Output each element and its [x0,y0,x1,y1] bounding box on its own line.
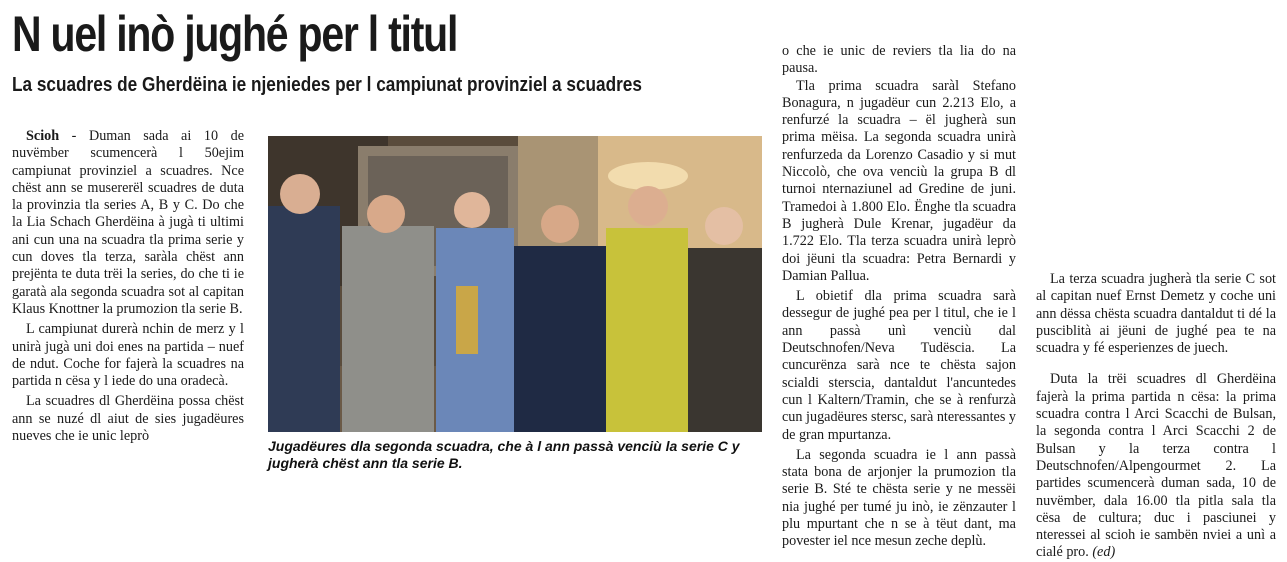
team-photo-image [268,136,762,432]
paragraph-9-text: Duta la trëi scuadres dl Gherdëina fajerà la prima partida n cësa: la prima scuadra contra l Arci Scacchi de Bulsan, la segonda contra l Arci Scacchi 2 de Bulsan y la terza contra l Deutschnofen/Alpengourmet 2. La partides scumencerà duman sada, 10 de nuvëmber, dala 16.00 tla pitla sala tla cësa de cultura; duc i pasciunei y nteressei al scioh ie sambën nviei a unì a cialé pro. [1036,371,1276,561]
paragraph-2: L campiunat durerà nchin de merz y l unirà jugà uni doi enes na partida – nuef de ndut. Coche for fajerà la scuadres na partida n cësa y l iede do una oradecà. [12,321,244,390]
paragraph-3: La scuadres dl Gherdëina possa chëst ann se nuzé dl aiut de sies jugadëures nueves che ie unic leprò [12,393,244,445]
paragraph-6: L obietif dla prima scuadra sarà dessegur de jughé pea per l titul, che ie l ann passà unì venciù dal Deutschnofen/Neva Tudëscia. La cuncurënza sarà nce te chësta sajon scialdi sterscia, dantaldut l'ancuntedes cun l Kaltern/Tramin, che se à renfurzà cun jugadëures stersc, sarà nteressantes y de gran mpurtanza. [782,288,1017,443]
article-headline: N uel inò jughé per l titul [12,6,458,62]
paragraph-5: Tla prima scuadra saràl Stefano Bonagura, n jugadëur cun 2.213 Elo, a renfurzé la scuadra – ël jugherà sun prima mëisa. La segonda scuadra unirà renfurzeda da Lorenzo Casadio y si mut Niccolò, che ova venciù la grupa B dl turnoi nternaziunel ad Gredine de juni. Tramedoi à 1.800 Elo. Ënghe tla scuadra B jugherà Dule Krenar, jugadëur da 1.722 Elo. Tla terza scuadra unirà leprò doi jëuni tla scuadra: Petra Bernardi y Damian Pallua. [782,77,1016,284]
team-photo [268,136,762,432]
photo-caption: Jugadëures dla segonda scuadra, che à l ann passà venciù la serie C y jugherà chëst ann tla serie B. [268,438,740,471]
article-column-1 [12,128,244,445]
article-subheadline: La scuadres de Gherdëina ie njeniedes per l campiunat provinziel a scuadres [12,74,642,96]
paragraph-1-text: - Duman sada ai 10 de nuvëmber scumencerà l 50ejim campiunat provinziel a scuadres. Nce chëst ann se musererël scuadres de duta la provinzia tla series A, B y C. Do che la Lia Schach Gherdëina à jugà ti ultimi ani cun una na scuadra tla prima serie y cun doves tla terza, saràla chëst ann prejënta te duta trëi la series, do che ti ie garatà ala segonda scuadra sot al capitan Klaus Knottner la prumozion tla serie B. [12,128,244,317]
paragraph-9 [1036,371,1276,561]
article-column-3 [782,43,1016,551]
article-column-4 [1036,43,1276,562]
paragraph-1 [12,128,244,318]
paragraph-4: o che ie unic de reviers tla lia do na pausa. [782,43,1016,77]
paragraph-7: La segonda scuadra ie l ann passà stata bona de arjonjer la prumozion tla serie B. Sté te chësta serie y ne messëi nia jughé per tumé ju inò, ie zënzauter l plu mpurtant che n se à tëut dant, ma povester iel nce mesun zeche deplù. [782,446,1016,550]
paragraph-8: La terza scuadra jugherà tla serie C sot al capitan nuef Ernst Demetz y coche uni ann dëssa chësta scuadra dantaldut ti dé la pusciblità ai jëuni de jughé pea te na scuadra y fé esperienzes de juech. [1036,271,1276,357]
author-signature: (ed) [1092,544,1116,561]
dateline: Scioh [26,128,60,144]
